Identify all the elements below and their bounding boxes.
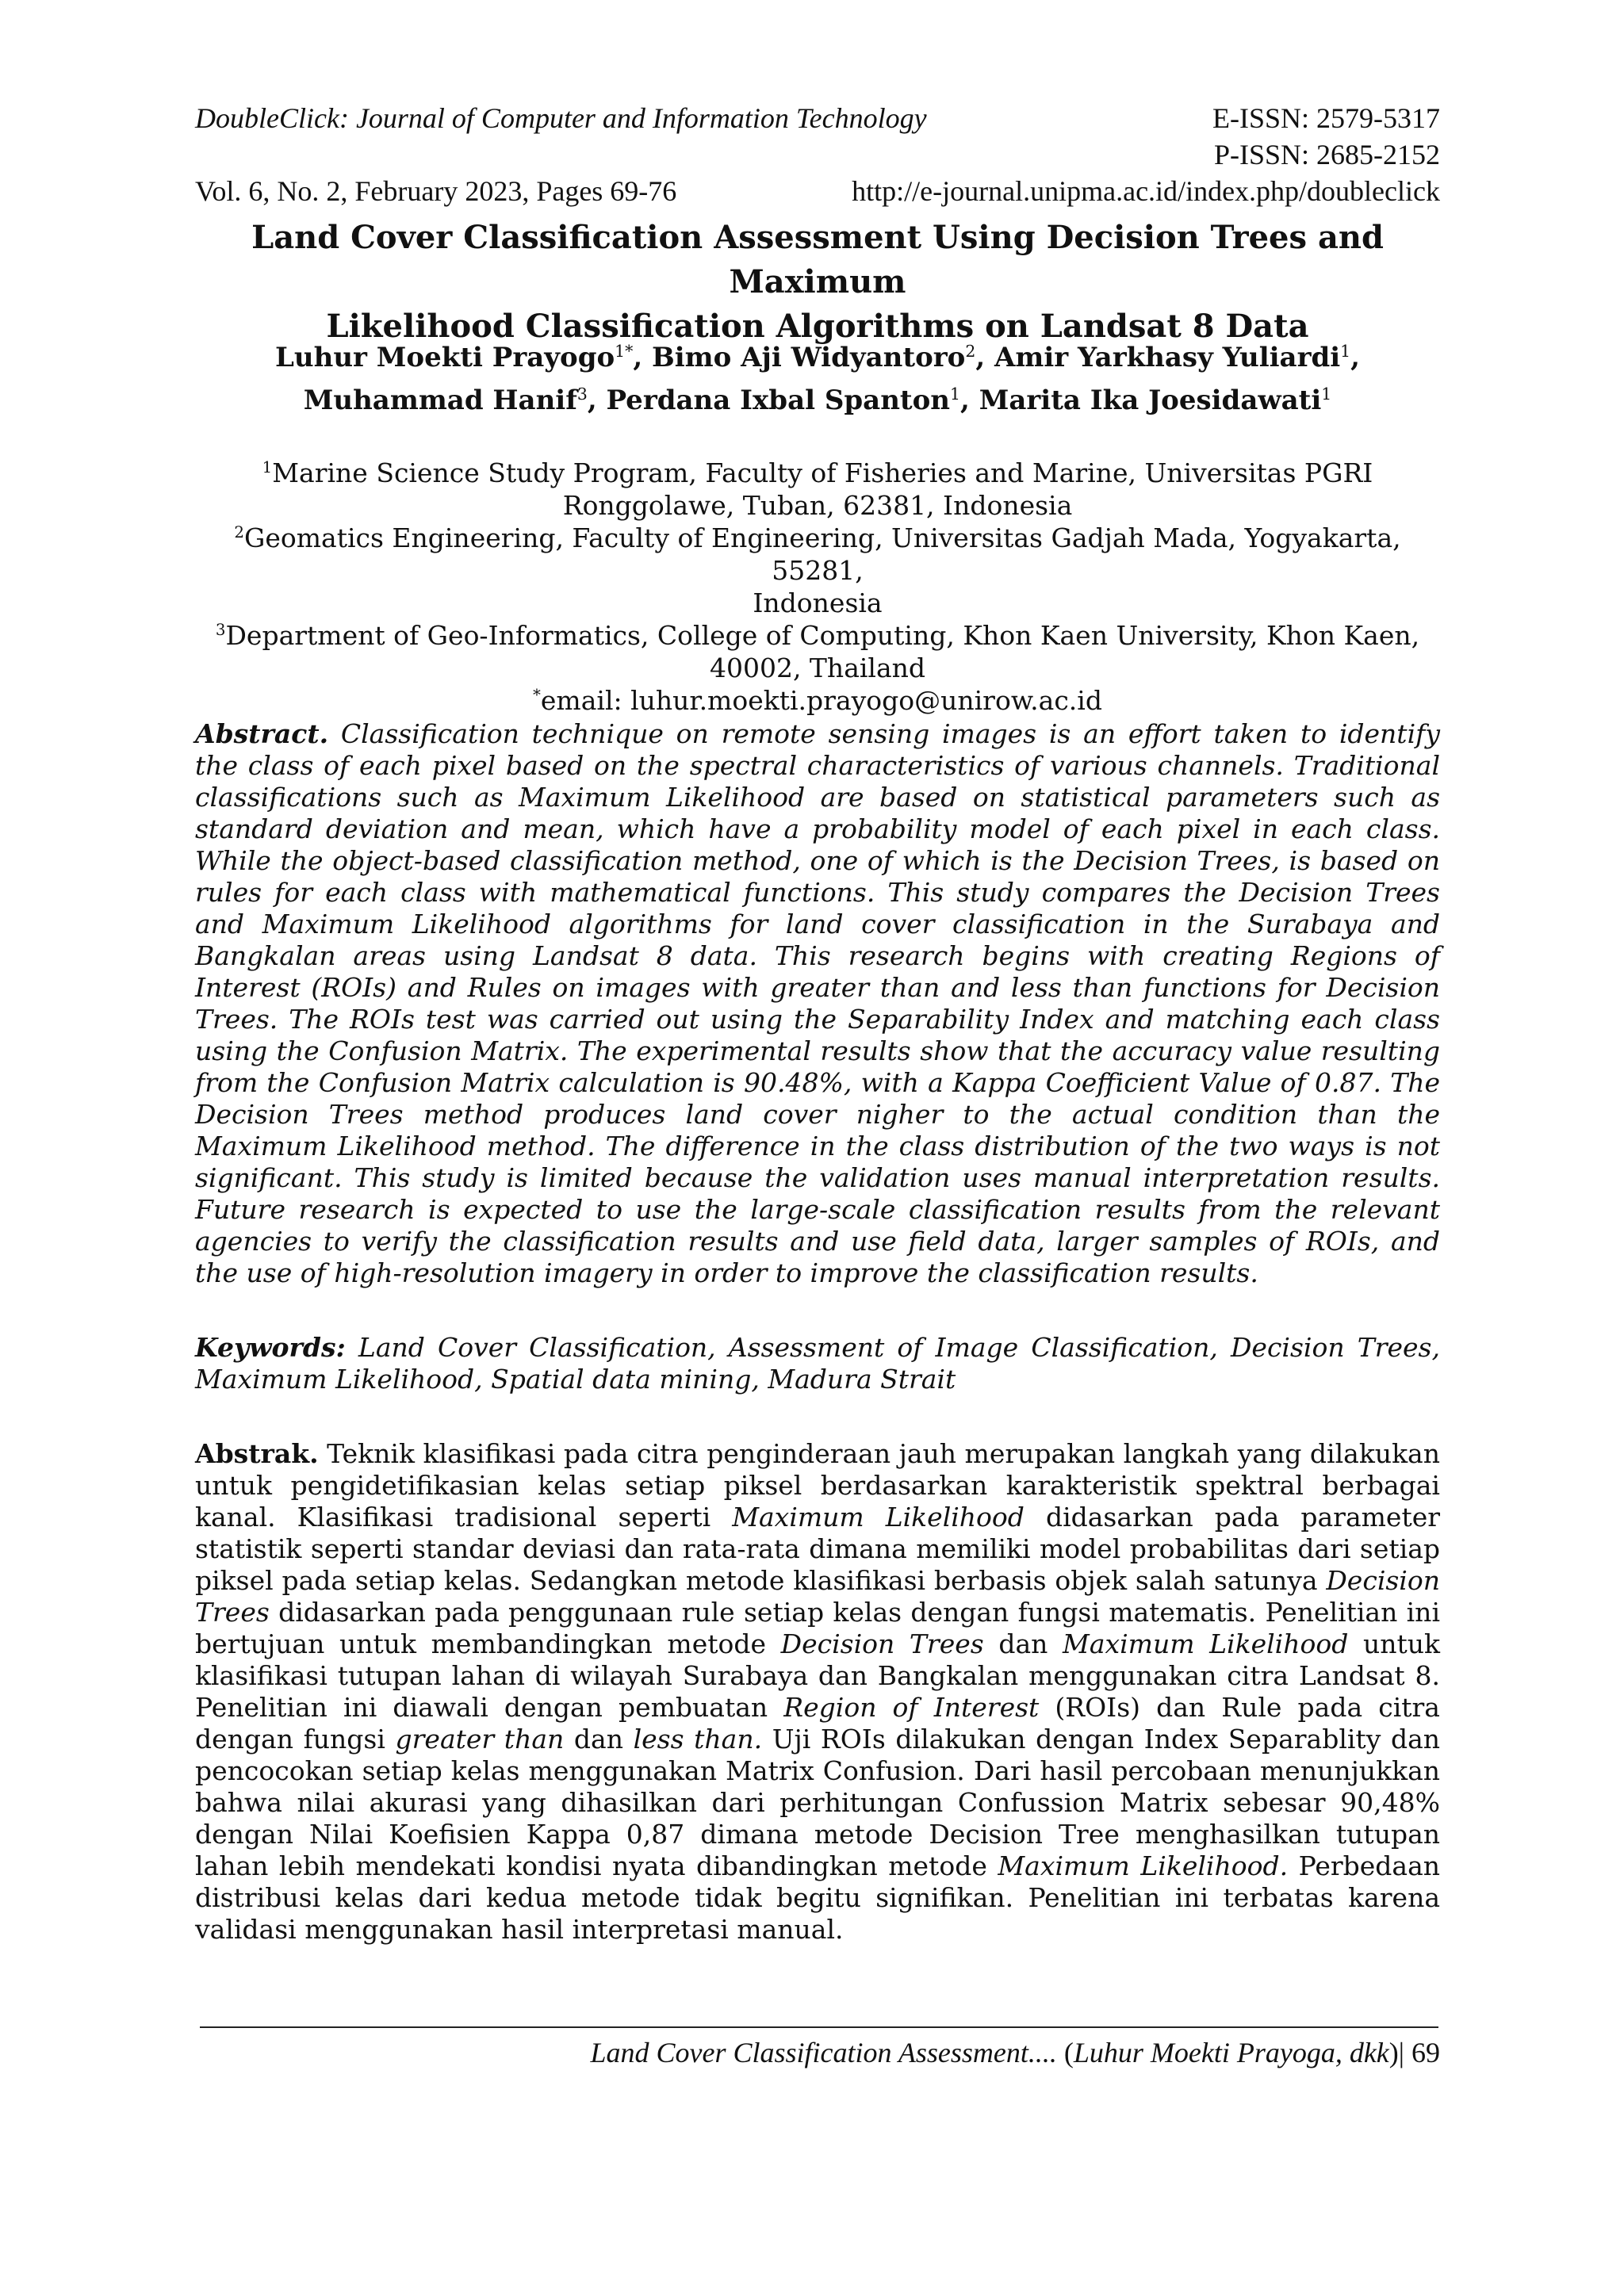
author-sup: 1 bbox=[950, 384, 961, 404]
author-sup: 2 bbox=[965, 341, 976, 361]
author-sup: 1 bbox=[1321, 384, 1332, 404]
title-line-2: Likelihood Classification Algorithms on Landsat 8 Data bbox=[326, 308, 1309, 345]
abstrak-emphasis: Decision Trees bbox=[780, 1628, 984, 1659]
author-name: Muhammad Hanif bbox=[303, 385, 577, 416]
volume-info: Vol. 6, No. 2, February 2023, Pages 69-76 bbox=[195, 175, 677, 207]
footer-authors: Luhur Moekti Prayoga, dkk bbox=[1073, 2037, 1389, 2068]
footer-title: Land Cover Classification Assessment.... bbox=[590, 2037, 1057, 2068]
affiliation-2-line-2: Indonesia bbox=[753, 587, 883, 618]
abstrak-text: didasarkan pada penggunaan rule setiap kelas dengan fungsi matematis. Penelitian ini bertujuan untuk membandingkan metode bbox=[195, 1597, 1440, 1659]
author-sup: 1 bbox=[1340, 341, 1351, 361]
running-footer: Land Cover Classification Assessment.... (Luhur Moekti Prayoga, dkk)| 69 bbox=[590, 2037, 1440, 2068]
eissn: E-ISSN: 2579-5317 bbox=[1212, 102, 1440, 134]
abstrak-text: didasarkan pada parameter statistik seperti standar deviasi dan rata-rata dimana memiliki model probabilitas dari setiap piksel pada setiap kelas. Sedangkan metode klasifikasi berbasis objek salah satunya bbox=[195, 1502, 1441, 1596]
author-name: Luhur Moekti Prayogo bbox=[274, 342, 615, 373]
abstrak-text: untuk klasifikasi tutupan lahan di wilayah Surabaya dan Bangkalan menggunakan citra Landsat 8. Penelitian ini diawali dengan pembuatan bbox=[195, 1628, 1441, 1723]
paper-title bbox=[195, 216, 1440, 349]
abstrak-emphasis: Maximum Likelihood bbox=[732, 1502, 1025, 1533]
journal-url[interactable]: http://e-journal.unipma.ac.id/index.php/doubleclick bbox=[852, 175, 1440, 207]
affiliations bbox=[195, 457, 1440, 717]
corresponding-email[interactable]: email: luhur.moekti.prayogo@unirow.ac.id bbox=[540, 685, 1102, 716]
abstrak-emphasis: Decision Trees bbox=[195, 1565, 1440, 1628]
author-name: Perdana Ixbal Spanton bbox=[606, 385, 951, 416]
page-number: | 69 bbox=[1398, 2037, 1440, 2068]
abstrak-label: Abstrak. bbox=[195, 1438, 319, 1469]
affiliation-2-line-1: Geomatics Engineering, Faculty of Engineering, Universitas Gadjah Mada, Yogyakarta, 55281, bbox=[243, 522, 1401, 586]
affiliation-sup: 3 bbox=[215, 621, 226, 640]
author-sup: 3 bbox=[576, 384, 588, 404]
abstrak-text: dan bbox=[998, 1628, 1048, 1659]
abstrak-emphasis: greater than bbox=[395, 1724, 565, 1755]
journal-name: DoubleClick: Journal of Computer and Information Technology bbox=[195, 102, 927, 134]
author-name: Marita Ika Joesidawati bbox=[979, 385, 1322, 416]
abstrak-text: dan bbox=[573, 1724, 623, 1755]
affiliation-sup: 2 bbox=[234, 523, 244, 542]
abstrak-emphasis: Maximum Likelihood bbox=[1063, 1628, 1349, 1659]
abstrak-emphasis: less than. bbox=[633, 1724, 763, 1755]
abstrak-emphasis: Maximum Likelihood. bbox=[998, 1850, 1289, 1881]
running-header bbox=[195, 100, 1440, 211]
abstrak-text: (ROIs) dan Rule pada citra dengan fungsi bbox=[195, 1692, 1440, 1755]
author-name: Amir Yarkhasy Yuliardi bbox=[994, 342, 1341, 373]
author-list: Luhur Moekti Prayogo$^{1*}$, Bimo Aji Widyantoro$^2$, Amir Yarkhasy Yuliardi$^1$, Muhammad Hanif$^3$, Perdana Ixbal Spanton$^1$, Marita Ika Joesidawati$^1$ bbox=[274, 341, 1360, 416]
author-sup: 1* bbox=[615, 341, 634, 361]
abstrak-text: Teknik klasifikasi pada citra penginderaan jauh merupakan langkah yang dilakukan untuk pengidetifikasian kelas setiap piksel berdasarkan karakteristik spektral berbagai kanal. Klasifikasi tradisional seperti bbox=[195, 1438, 1440, 1533]
abstract-indonesian bbox=[195, 1438, 1440, 1946]
title-line-1: Land Cover Classification Assessment Using Decision Trees and Maximum bbox=[251, 219, 1384, 300]
abstract-label: Abstract. bbox=[195, 718, 329, 749]
author-name: Bimo Aji Widyantoro bbox=[652, 342, 966, 373]
keywords-label: Keywords: bbox=[195, 1332, 346, 1363]
abstrak-text: Uji ROIs dilakukan dengan Index Separablity dan pencocokan setiap kelas menggunakan Matrix Confusion. Dari hasil percobaan menunjukkan bahwa nilai akurasi yang dihasilkan dari perhitungan Confussion Matrix sebesar 90,48% dengan Nilai Koefisien Kappa 0,87 dimana metode Decision Tree menghasilkan tutupan lahan lebih mendekati kondisi nyata dibandingkan metode bbox=[195, 1724, 1441, 1881]
affiliation-sup: 1 bbox=[262, 458, 273, 477]
footer-divider bbox=[200, 2026, 1438, 2028]
abstract-text: Classification technique on remote sensing images is an effort taken to identify the class of each pixel based on the spectral characteristics of various channels. Traditional classifications such as Maximum Likelihood are based on statistical parameters such as standard deviation and mean, which have a probability model of each pixel in each class. While the object-based classification method, one of which is the Decision Trees, is based on rules for each class with mathematical functions. This study compares the Decision Trees and Maximum Likelihood algorithms for land cover classification in the Surabaya and Bangkalan areas using Landsat 8 data. This research begins with creating Regions of Interest (ROIs) and Rules on images with greater than and less than functions for Decision Trees. The ROIs test was carried out using the Separability Index and matching each class using the Confusion Matrix. The experimental results show that the accuracy value resulting from the Confusion Matrix calculation is 90.48%, with a Kappa Coefficient Value of 0.87. The Decision Trees method produces land cover nigher to the actual condition than the Maximum Likelihood method. The difference in the class distribution of the two ways is not significant. This study is limited because the validation uses manual interpretation results. Future research is expected to use the large-scale classification results from the relevant agencies to verify the classification results and use field data, larger samples of ROIs, and the use of high-resolution imagery in order to improve the classification results. bbox=[195, 718, 1440, 1288]
affiliation-1-line-2: Ronggolawe, Tuban, 62381, Indonesia bbox=[562, 490, 1073, 521]
abstract-english bbox=[195, 718, 1440, 1289]
keywords-text: Land Cover Classification, Assessment of Image Classification, Decision Trees, Maximum Likelihood, Spatial data mining, Madura Strait bbox=[195, 1332, 1440, 1395]
affiliation-3-line-1: Department of Geo-Informatics, College of Computing, Khon Kaen University, Khon Kaen, bbox=[225, 620, 1420, 651]
affiliation-1-line-1: Marine Science Study Program, Faculty of Fisheries and Marine, Universitas PGRI bbox=[272, 457, 1373, 488]
pissn: P-ISSN: 2685-2152 bbox=[1213, 139, 1440, 170]
keywords bbox=[195, 1332, 1440, 1395]
affiliation-3-line-2: 40002, Thailand bbox=[709, 652, 926, 683]
abstrak-emphasis: Region of Interest bbox=[783, 1692, 1040, 1723]
email-sup: * bbox=[533, 686, 541, 705]
abstrak-text: Perbedaan distribusi kelas dari kedua metode tidak begitu signifikan. Penelitian ini terbatas karena validasi menggunakan hasil interpretasi manual. bbox=[195, 1850, 1441, 1945]
